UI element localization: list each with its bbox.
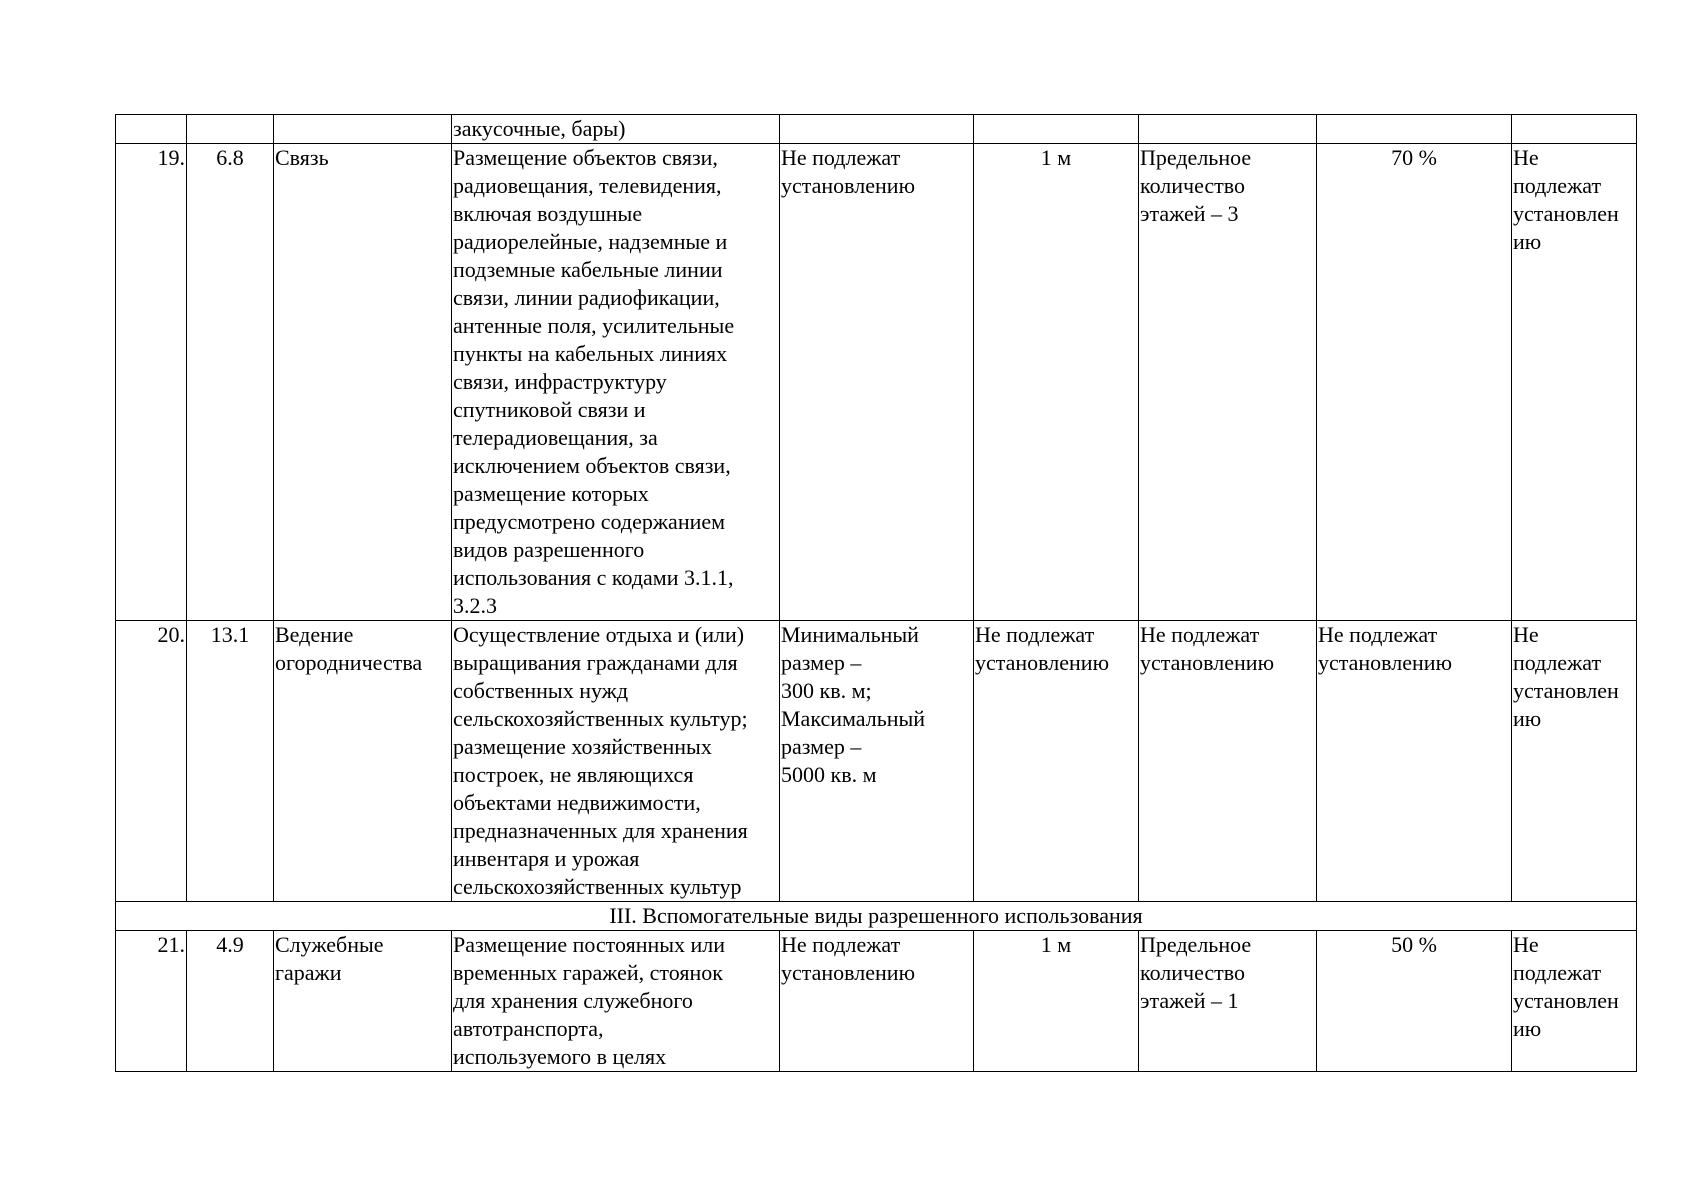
- cell-code: [187, 144, 274, 621]
- cell-code: [187, 931, 274, 1072]
- cell-code: [187, 115, 274, 144]
- cell-other: [1512, 931, 1637, 1072]
- cell-floors: [1139, 931, 1317, 1072]
- plot-size-text: Не подлежат установлению: [781, 932, 916, 985]
- setback-text: 1 м: [1040, 932, 1072, 957]
- description-text: Осуществление отдыха и (или) выращивания гражданами для собственных нужд сельскохозяйственных культур; размещение хозяйственных построек, не являющихся объектами недвижимости, предназначенных для хранения инвентаря и урожая сельскохозяйственных культур: [453, 622, 748, 899]
- cell-plot-size: [780, 621, 974, 902]
- table-row: [116, 931, 1637, 1072]
- cell-floors: [1139, 621, 1317, 902]
- use-name: Связь: [275, 145, 329, 170]
- cell-description: [452, 144, 780, 621]
- cell-floors: [1139, 115, 1317, 144]
- use-code: 13.1: [210, 622, 250, 647]
- cell-setback: [974, 931, 1139, 1072]
- cell-num: [116, 115, 187, 144]
- use-name: Ведение огородничества: [275, 622, 423, 675]
- description-text: Размещение объектов связи, радиовещания, телевидения, включая воздушные радиорелейные, надземные и подземные кабельные линии связи, линии радиофикации, антенные поля, усилительные пункты на кабельных линиях связи, инфраструктуру спутниковой связи и телерадиовещания, за исключением объектов связи, размещение которых предусмотрено содержанием видов разрешенного использования с кодами 3.1.1, 3.2.3: [453, 145, 735, 618]
- cell-code: [187, 621, 274, 902]
- cell-name: [274, 931, 452, 1072]
- cell-other: [1512, 144, 1637, 621]
- cell-coverage: [1317, 144, 1512, 621]
- cell-description: [452, 115, 780, 144]
- coverage-text: 50 %: [1391, 932, 1437, 957]
- table-row: [116, 115, 1637, 144]
- cell-coverage: [1317, 621, 1512, 902]
- description-text: закусочные, бары): [453, 116, 626, 141]
- cell-description: [452, 931, 780, 1072]
- row-number: 20.: [157, 622, 185, 647]
- cell-setback: [974, 115, 1139, 144]
- cell-num: [116, 144, 187, 621]
- cell-coverage: [1317, 115, 1512, 144]
- row-number: 19.: [157, 145, 185, 170]
- use-code: 6.8: [216, 145, 244, 170]
- cell-plot-size: [780, 115, 974, 144]
- cell-other: [1512, 115, 1637, 144]
- setback-text: 1 м: [1040, 145, 1072, 170]
- floors-text: Предельное количество этажей – 1: [1140, 932, 1252, 1013]
- plot-size-text: Не подлежат установлению: [781, 145, 916, 198]
- cell-floors: [1139, 144, 1317, 621]
- table-row: [116, 144, 1637, 621]
- cell-coverage: [1317, 931, 1512, 1072]
- setback-text: Не подлежат установлению: [975, 622, 1110, 675]
- cell-plot-size: [780, 931, 974, 1072]
- other-text: Не подлежат установлен ию: [1513, 622, 1619, 731]
- other-text: Не подлежат установлен ию: [1513, 932, 1619, 1041]
- cell-other: [1512, 621, 1637, 902]
- plot-size-text: Минимальный размер – 300 кв. м; Максимальный размер – 5000 кв. м: [781, 622, 926, 787]
- floors-text: Не подлежат установлению: [1140, 622, 1275, 675]
- cell-num: [116, 621, 187, 902]
- cell-setback: [974, 621, 1139, 902]
- floors-text: Предельное количество этажей – 3: [1140, 145, 1252, 226]
- description-text: Размещение постоянных или временных гаражей, стоянок для хранения служебного автотранспорта, используемого в целях: [453, 932, 726, 1069]
- other-text: Не подлежат установлен ию: [1513, 145, 1619, 254]
- coverage-text: 70 %: [1391, 145, 1437, 170]
- table-row: [116, 621, 1637, 902]
- cell-name: [274, 115, 452, 144]
- coverage-text: Не подлежат установлению: [1318, 622, 1453, 675]
- use-name: Служебные гаражи: [275, 932, 384, 985]
- section-row: [116, 902, 1637, 931]
- cell-num: [116, 931, 187, 1072]
- cell-name: [274, 144, 452, 621]
- cell-name: [274, 621, 452, 902]
- cell-plot-size: [780, 144, 974, 621]
- use-code: 4.9: [216, 932, 244, 957]
- cell-setback: [974, 144, 1139, 621]
- regulations-table: [115, 114, 1637, 1072]
- row-number: 21.: [157, 932, 185, 957]
- cell-description: [452, 621, 780, 902]
- section-heading: III. Вспомогательные виды разрешенного использования: [116, 902, 1637, 931]
